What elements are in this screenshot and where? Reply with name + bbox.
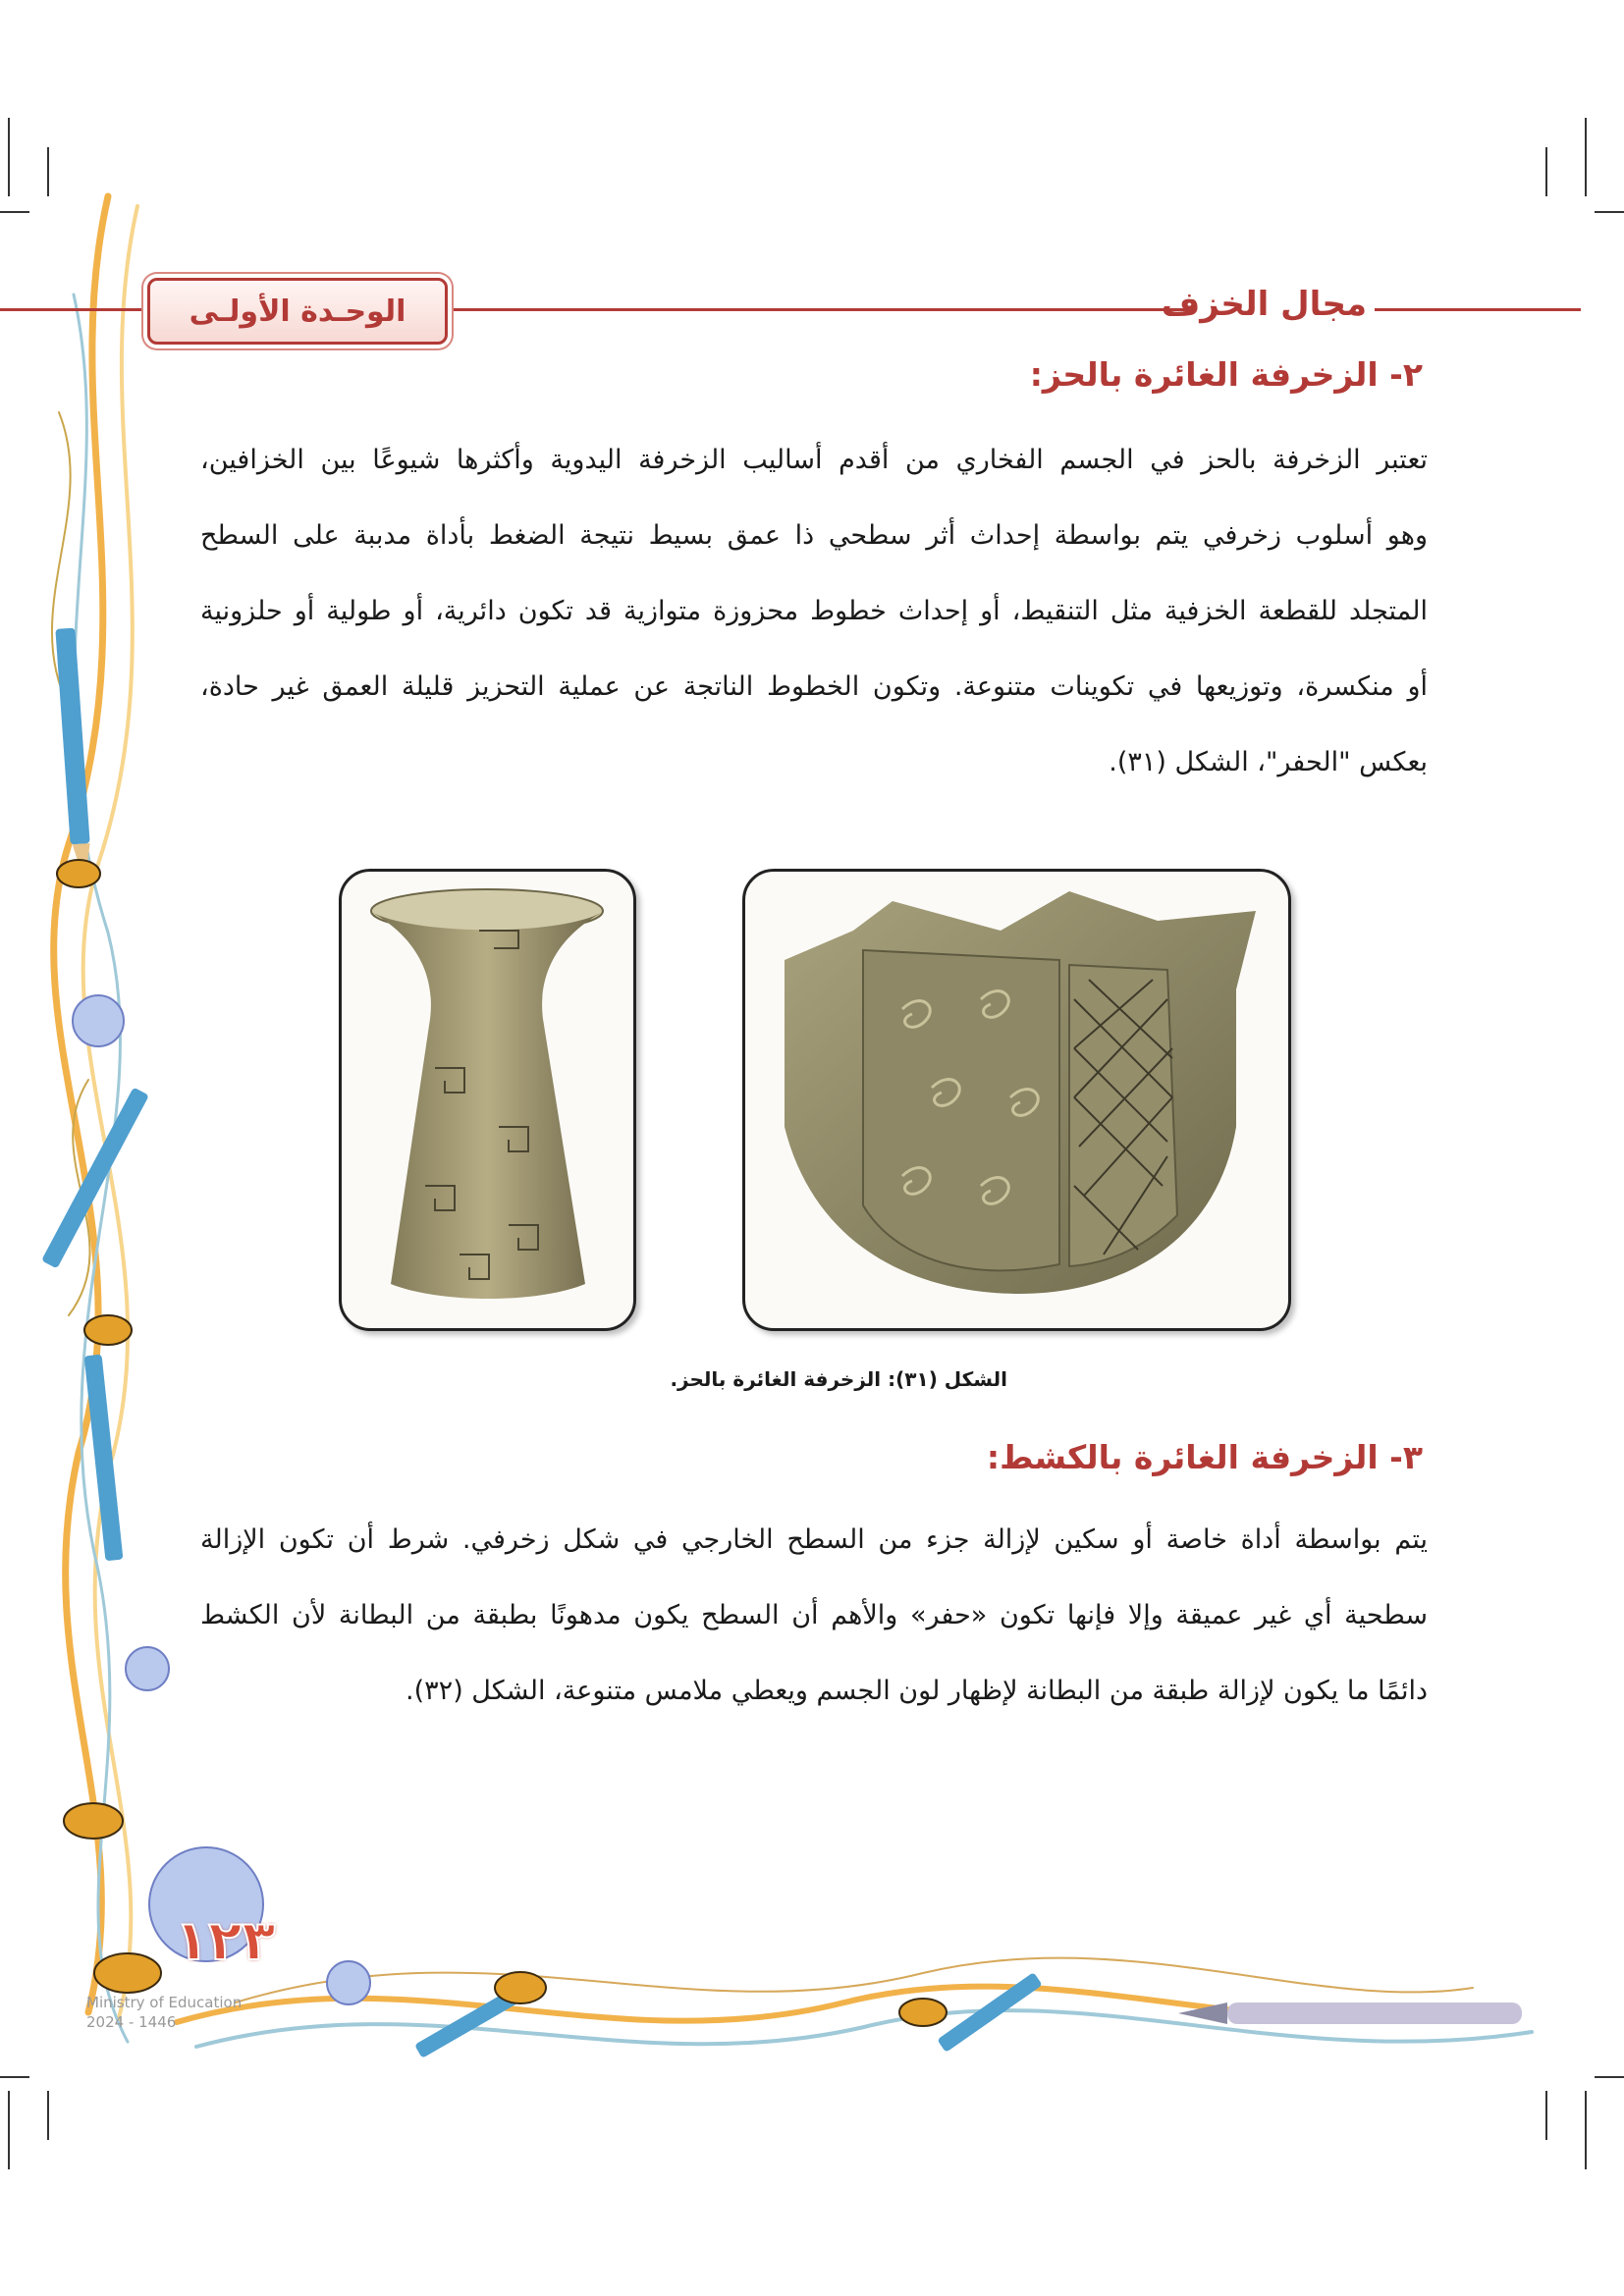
figure-31-caption: الشكل (٣١): الزخرفة الغائرة بالحز.	[670, 1367, 1007, 1391]
header-rule-middle	[448, 308, 1194, 311]
domain-title: مجال الخزف	[1161, 285, 1367, 324]
ministry-watermark	[86, 1993, 242, 2032]
section-3-paragraph	[200, 1502, 1428, 1729]
incised-bowl-image	[745, 872, 1288, 1328]
paragraph-line: سطحية أي غير عميقة وإلا فإنها تكون «حفر» والأهم أن السطح يكون مدهونًا بطبقة من البطانة لأن الكشط	[200, 1600, 1428, 1630]
section-2-title: ٢- الزخرفة الغائرة بالحز:	[1029, 355, 1423, 394]
unit-label: الوحـدة الأولـى	[189, 294, 406, 329]
header-rule-right	[1375, 308, 1581, 311]
paragraph-line: أو منكسرة، وتوزيعها في تكوينات متنوعة. وتكون الخطوط الناتجة عن عملية التحزيز قليلة العمق غير حادة،	[200, 671, 1428, 702]
figure-31-photo-bowl	[742, 869, 1291, 1331]
section-2-paragraph	[200, 422, 1428, 800]
ministry-year: 2024 - 1446	[86, 2013, 177, 2031]
paragraph-line: بعكس "الحفر"، الشكل (٣١).	[1109, 747, 1428, 777]
header-rule-left	[0, 308, 147, 311]
paragraph-line: المتجلد للقطعة الخزفية مثل التنقيط، أو إحداث خطوط محزوزة متوازية قد تكون دائرية، أو طولية أو حلزونية	[200, 596, 1428, 626]
page-number: ١٢٣	[175, 1909, 276, 1973]
paragraph-line: دائمًا ما يكون لإزالة طبقة من البطانة لإظهار لون الجسم ويعطي ملامس متنوعة، الشكل (٣٢).	[406, 1676, 1428, 1706]
unit-badge	[147, 278, 448, 345]
figure-31-photo-vase	[339, 869, 636, 1331]
paragraph-line: يتم بواسطة أداة خاصة أو سكين لإزالة جزء من السطح الخارجي في شكل زخرفي. شرط أن تكون الإزالة	[200, 1524, 1428, 1555]
section-3-title: ٣- الزخرفة الغائرة بالكشط:	[986, 1438, 1423, 1476]
incised-vase-image	[342, 872, 633, 1328]
ministry-name: Ministry of Education	[86, 1994, 243, 2011]
paragraph-line: تعتبر الزخرفة بالحز في الجسم الفخاري من أقدم أساليب الزخرفة اليدوية وأكثرها شيوعًا بين الخزافين،	[200, 445, 1428, 475]
paragraph-line: وهو أسلوب زخرفي يتم بواسطة إحداث أثر سطحي ذا عمق بسيط نتيجة الضغط بأداة مدببة على السطح	[200, 520, 1428, 551]
